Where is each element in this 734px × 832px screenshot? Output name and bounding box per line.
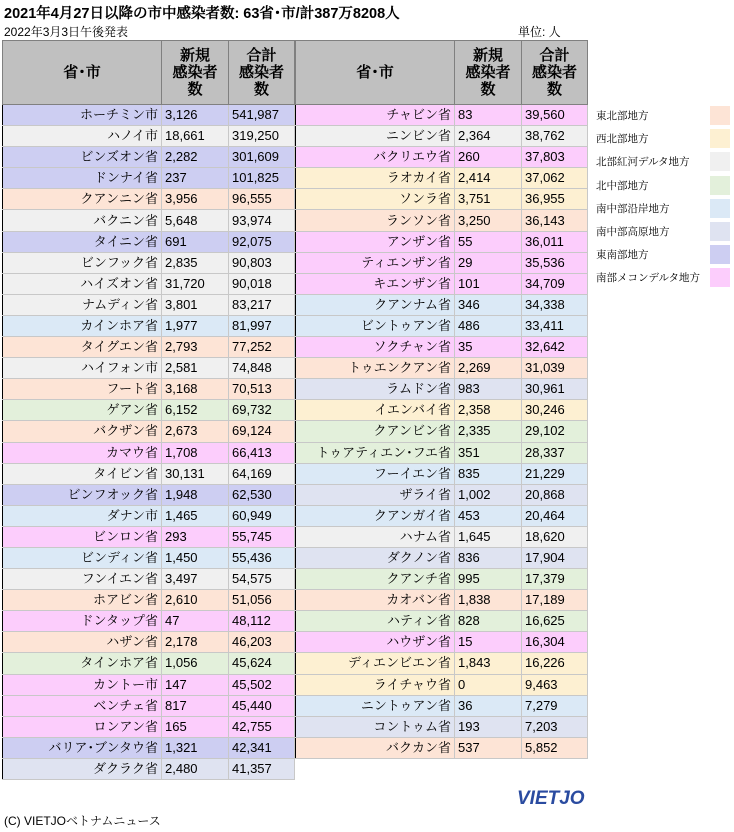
province-cell: ランソン省 [296,210,455,231]
new-cases-cell: 1,450 [162,547,229,568]
table-row [296,590,588,611]
province-cell: ディエンビエン省 [296,653,455,674]
province-cell: コントゥム省 [296,716,455,737]
total-cases-cell: 42,341 [229,737,295,758]
table-row [296,695,588,716]
cases-table-right [295,40,588,759]
table-row [296,526,588,547]
total-cases-cell: 7,279 [522,695,588,716]
new-cases-cell: 2,282 [162,147,229,168]
province-cell: ハイズオン省 [3,273,162,294]
new-cases-cell: 3,168 [162,379,229,400]
page-title: 2021年4月27日以降の市中感染者数: 63省･市/計387万8208人 [4,6,400,22]
total-cases-cell: 92,075 [229,231,295,252]
new-cases-cell: 1,645 [455,526,522,547]
legend-swatch [710,176,730,195]
new-cases-cell: 1,838 [455,590,522,611]
total-cases-cell: 20,868 [522,484,588,505]
new-cases-cell: 3,497 [162,569,229,590]
total-cases-cell: 38,762 [522,126,588,147]
province-cell: ハノイ市 [3,126,162,147]
new-cases-cell: 2,581 [162,358,229,379]
province-cell: ホアビン省 [3,590,162,611]
new-cases-cell: 55 [455,231,522,252]
province-cell: クアンナム省 [296,294,455,315]
province-cell: ビンロン省 [3,526,162,547]
total-cases-cell: 33,411 [522,315,588,336]
announcement-date: 2022年3月3日午後発表 [4,25,129,39]
table-row [296,716,588,737]
total-cases-cell: 16,625 [522,611,588,632]
table-row [296,315,588,336]
total-cases-cell: 16,226 [522,653,588,674]
total-cases-cell: 37,803 [522,147,588,168]
total-cases-cell: 37,062 [522,168,588,189]
total-cases-cell: 301,609 [229,147,295,168]
table-row [3,526,295,547]
province-cell: ザライ省 [296,484,455,505]
new-cases-cell: 453 [455,505,522,526]
table-row [296,653,588,674]
new-cases-cell: 260 [455,147,522,168]
new-cases-cell: 1,321 [162,737,229,758]
table-row [296,400,588,421]
new-cases-cell: 1,948 [162,484,229,505]
total-cases-cell: 21,229 [522,463,588,484]
new-cases-cell: 5,648 [162,210,229,231]
total-cases-cell: 319,250 [229,126,295,147]
table-row [3,231,295,252]
total-cases-cell: 96,555 [229,189,295,210]
province-cell: タイビン省 [3,463,162,484]
new-cases-cell: 995 [455,569,522,590]
total-cases-cell: 74,848 [229,358,295,379]
province-cell: クアンガイ省 [296,505,455,526]
total-cases-cell: 60,949 [229,505,295,526]
total-cases-cell: 69,732 [229,400,295,421]
new-cases-cell: 836 [455,547,522,568]
total-cases-cell: 28,337 [522,442,588,463]
new-cases-cell: 47 [162,611,229,632]
table-body-right [296,105,588,759]
province-cell: ベンチェ省 [3,695,162,716]
new-cases-cell: 351 [455,442,522,463]
new-cases-cell: 1,708 [162,442,229,463]
table-row [3,505,295,526]
total-cases-cell: 7,203 [522,716,588,737]
new-cases-cell: 18,661 [162,126,229,147]
table-row [3,126,295,147]
total-cases-cell: 48,112 [229,611,295,632]
new-cases-cell: 1,002 [455,484,522,505]
table-row [296,147,588,168]
total-cases-cell: 9,463 [522,674,588,695]
table-row [296,210,588,231]
new-cases-cell: 101 [455,273,522,294]
province-cell: ハウザン省 [296,632,455,653]
table-row [3,484,295,505]
province-cell: ニントゥアン省 [296,695,455,716]
total-cases-cell: 36,011 [522,231,588,252]
header-new-cases: 新規 感染者 数 [455,41,522,105]
total-cases-cell: 45,502 [229,674,295,695]
table-row [3,168,295,189]
total-cases-cell: 34,338 [522,294,588,315]
new-cases-cell: 147 [162,674,229,695]
new-cases-cell: 3,801 [162,294,229,315]
table-row [296,252,588,273]
legend-label: 西北部地方 [596,133,649,146]
province-cell: ダクノン省 [296,547,455,568]
table-row [296,547,588,568]
new-cases-cell: 1,977 [162,315,229,336]
new-cases-cell: 6,152 [162,400,229,421]
province-cell: ハザン省 [3,632,162,653]
table-row [296,569,588,590]
legend-item-ne [596,104,730,127]
province-cell: キエンザン省 [296,273,455,294]
total-cases-cell: 69,124 [229,421,295,442]
new-cases-cell: 2,835 [162,252,229,273]
table-row [3,442,295,463]
province-cell: タイグエン省 [3,337,162,358]
total-cases-cell: 64,169 [229,463,295,484]
total-cases-cell: 66,413 [229,442,295,463]
table-row [3,252,295,273]
table-row [296,168,588,189]
total-cases-cell: 541,987 [229,105,295,126]
province-cell: トゥエンクアン省 [296,358,455,379]
new-cases-cell: 3,126 [162,105,229,126]
table-body-left [3,105,295,780]
province-cell: バリア･ブンタウ省 [3,737,162,758]
new-cases-cell: 835 [455,463,522,484]
province-cell: トゥアティエン･フエ省 [296,442,455,463]
table-header-row [296,41,588,105]
header-total-cases: 合計 感染者 数 [522,41,588,105]
province-cell: クアンニン省 [3,189,162,210]
new-cases-cell: 691 [162,231,229,252]
total-cases-cell: 41,357 [229,758,295,779]
new-cases-cell: 1,843 [455,653,522,674]
province-cell: ソンラ省 [296,189,455,210]
table-row [296,105,588,126]
table-row [296,463,588,484]
total-cases-cell: 46,203 [229,632,295,653]
table-row [3,632,295,653]
province-cell: ティエンザン省 [296,252,455,273]
new-cases-cell: 2,269 [455,358,522,379]
table-row [296,337,588,358]
province-cell: カインホア省 [3,315,162,336]
table-row [296,505,588,526]
new-cases-cell: 3,956 [162,189,229,210]
province-cell: フンイエン省 [3,569,162,590]
total-cases-cell: 17,379 [522,569,588,590]
table-row [3,105,295,126]
total-cases-cell: 29,102 [522,421,588,442]
legend-label: 北部紅河デルタ地方 [596,156,690,169]
total-cases-cell: 101,825 [229,168,295,189]
province-cell: ラムドン省 [296,379,455,400]
table-row [3,315,295,336]
table-row [3,547,295,568]
total-cases-cell: 90,018 [229,273,295,294]
province-cell: バクカン省 [296,737,455,758]
header-total-cases: 合計 感染者 数 [229,41,295,105]
province-cell: カマウ省 [3,442,162,463]
new-cases-cell: 2,335 [455,421,522,442]
table-row [3,358,295,379]
total-cases-cell: 17,904 [522,547,588,568]
new-cases-cell: 83 [455,105,522,126]
total-cases-cell: 70,513 [229,379,295,400]
new-cases-cell: 983 [455,379,522,400]
table-row [3,569,295,590]
table-row [3,463,295,484]
table-row [3,590,295,611]
new-cases-cell: 293 [162,526,229,547]
total-cases-cell: 54,575 [229,569,295,590]
new-cases-cell: 2,673 [162,421,229,442]
table-row [3,210,295,231]
table-row [3,294,295,315]
province-cell: チャビン省 [296,105,455,126]
new-cases-cell: 3,751 [455,189,522,210]
table-row [3,421,295,442]
province-cell: ドンナイ省 [3,168,162,189]
total-cases-cell: 81,997 [229,315,295,336]
total-cases-cell: 93,974 [229,210,295,231]
table-row [3,716,295,737]
new-cases-cell: 2,793 [162,337,229,358]
province-cell: ロンアン省 [3,716,162,737]
new-cases-cell: 2,178 [162,632,229,653]
legend-swatch [710,268,730,287]
total-cases-cell: 83,217 [229,294,295,315]
province-cell: ハティン省 [296,611,455,632]
province-cell: タイニン省 [3,231,162,252]
province-cell: ドンタップ省 [3,611,162,632]
province-cell: カントー市 [3,674,162,695]
province-cell: バクニン省 [3,210,162,231]
total-cases-cell: 18,620 [522,526,588,547]
legend-item-rr [596,150,730,173]
table-row [3,379,295,400]
legend-label: 北中部地方 [596,179,649,192]
total-cases-cell: 55,436 [229,547,295,568]
table-row [3,611,295,632]
province-cell: バクザン省 [3,421,162,442]
total-cases-cell: 45,624 [229,653,295,674]
table-row [296,737,588,758]
total-cases-cell: 30,961 [522,379,588,400]
new-cases-cell: 2,358 [455,400,522,421]
new-cases-cell: 0 [455,674,522,695]
copyright-notice: (C) VIETJOベトナムニュース [4,814,161,828]
table-row [296,358,588,379]
province-cell: フーイエン省 [296,463,455,484]
province-cell: フート省 [3,379,162,400]
table-row [3,737,295,758]
total-cases-cell: 35,536 [522,252,588,273]
new-cases-cell: 165 [162,716,229,737]
province-cell: ソクチャン省 [296,337,455,358]
legend-item-ch [596,220,730,243]
new-cases-cell: 817 [162,695,229,716]
province-cell: ハナム省 [296,526,455,547]
province-cell: ゲアン省 [3,400,162,421]
new-cases-cell: 35 [455,337,522,358]
table-row [3,400,295,421]
new-cases-cell: 828 [455,611,522,632]
new-cases-cell: 486 [455,315,522,336]
new-cases-cell: 2,414 [455,168,522,189]
new-cases-cell: 2,480 [162,758,229,779]
table-row [296,421,588,442]
legend-item-nc [596,174,730,197]
table-row [296,126,588,147]
total-cases-cell: 39,560 [522,105,588,126]
table-row [296,273,588,294]
total-cases-cell: 34,709 [522,273,588,294]
province-cell: ホーチミン市 [3,105,162,126]
new-cases-cell: 193 [455,716,522,737]
total-cases-cell: 77,252 [229,337,295,358]
table-row [3,653,295,674]
legend-label: 南中部高原地方 [596,226,670,239]
province-cell: ニンビン省 [296,126,455,147]
province-cell: ハイフォン市 [3,358,162,379]
total-cases-cell: 20,464 [522,505,588,526]
table-header-row [3,41,295,105]
header-province: 省･市 [296,41,455,105]
new-cases-cell: 3,250 [455,210,522,231]
legend-label: 南部メコンデルタ地方 [596,272,701,285]
legend-swatch [710,152,730,171]
table-row [296,611,588,632]
new-cases-cell: 29 [455,252,522,273]
legend-swatch [710,245,730,264]
new-cases-cell: 537 [455,737,522,758]
unit-label: 単位: 人 [518,25,561,39]
total-cases-cell: 5,852 [522,737,588,758]
new-cases-cell: 2,610 [162,590,229,611]
table-row [296,674,588,695]
header-new-cases: 新規 感染者 数 [162,41,229,105]
legend-item-md [596,266,730,289]
total-cases-cell: 36,955 [522,189,588,210]
total-cases-cell: 51,056 [229,590,295,611]
legend-item-se [596,243,730,266]
province-cell: アンザン省 [296,231,455,252]
table-row [296,442,588,463]
total-cases-cell: 17,189 [522,590,588,611]
table-row [3,695,295,716]
total-cases-cell: 16,304 [522,632,588,653]
total-cases-cell: 42,755 [229,716,295,737]
table-row [3,189,295,210]
province-cell: ビンフック省 [3,252,162,273]
total-cases-cell: 31,039 [522,358,588,379]
table-row [296,632,588,653]
new-cases-cell: 31,720 [162,273,229,294]
legend-swatch [710,106,730,125]
province-cell: ダクラク省 [3,758,162,779]
new-cases-cell: 2,364 [455,126,522,147]
table-row [3,273,295,294]
new-cases-cell: 1,465 [162,505,229,526]
province-cell: クアンビン省 [296,421,455,442]
new-cases-cell: 346 [455,294,522,315]
legend-label: 東南部地方 [596,249,649,262]
legend-swatch [710,199,730,218]
table-row [3,674,295,695]
legend-label: 東北部地方 [596,110,649,123]
new-cases-cell: 30,131 [162,463,229,484]
province-cell: ダナン市 [3,505,162,526]
total-cases-cell: 36,143 [522,210,588,231]
province-cell: カオバン省 [296,590,455,611]
province-cell: クアンチ省 [296,569,455,590]
table-row [296,189,588,210]
vietjo-logo: VIETJO [517,788,585,809]
table-row [3,337,295,358]
province-cell: ビンズオン省 [3,147,162,168]
new-cases-cell: 237 [162,168,229,189]
table-row [3,758,295,779]
region-legend [596,104,730,290]
total-cases-cell: 62,530 [229,484,295,505]
total-cases-cell: 90,803 [229,252,295,273]
legend-label: 南中部沿岸地方 [596,202,670,215]
table-row [296,484,588,505]
total-cases-cell: 30,246 [522,400,588,421]
table-row [296,294,588,315]
legend-item-nw [596,127,730,150]
province-cell: イエンバイ省 [296,400,455,421]
new-cases-cell: 1,056 [162,653,229,674]
province-cell: ビンディン省 [3,547,162,568]
cases-table-left [2,40,295,780]
province-cell: ラオカイ省 [296,168,455,189]
table-row [296,231,588,252]
province-cell: ビンフオック省 [3,484,162,505]
province-cell: バクリエウ省 [296,147,455,168]
province-cell: ビントゥアン省 [296,315,455,336]
total-cases-cell: 55,745 [229,526,295,547]
legend-swatch [710,129,730,148]
new-cases-cell: 15 [455,632,522,653]
total-cases-cell: 45,440 [229,695,295,716]
table-row [296,379,588,400]
total-cases-cell: 32,642 [522,337,588,358]
legend-item-scc [596,197,730,220]
province-cell: ライチャウ省 [296,674,455,695]
legend-swatch [710,222,730,241]
header-province: 省･市 [3,41,162,105]
table-row [3,147,295,168]
province-cell: ナムディン省 [3,294,162,315]
province-cell: タインホア省 [3,653,162,674]
new-cases-cell: 36 [455,695,522,716]
